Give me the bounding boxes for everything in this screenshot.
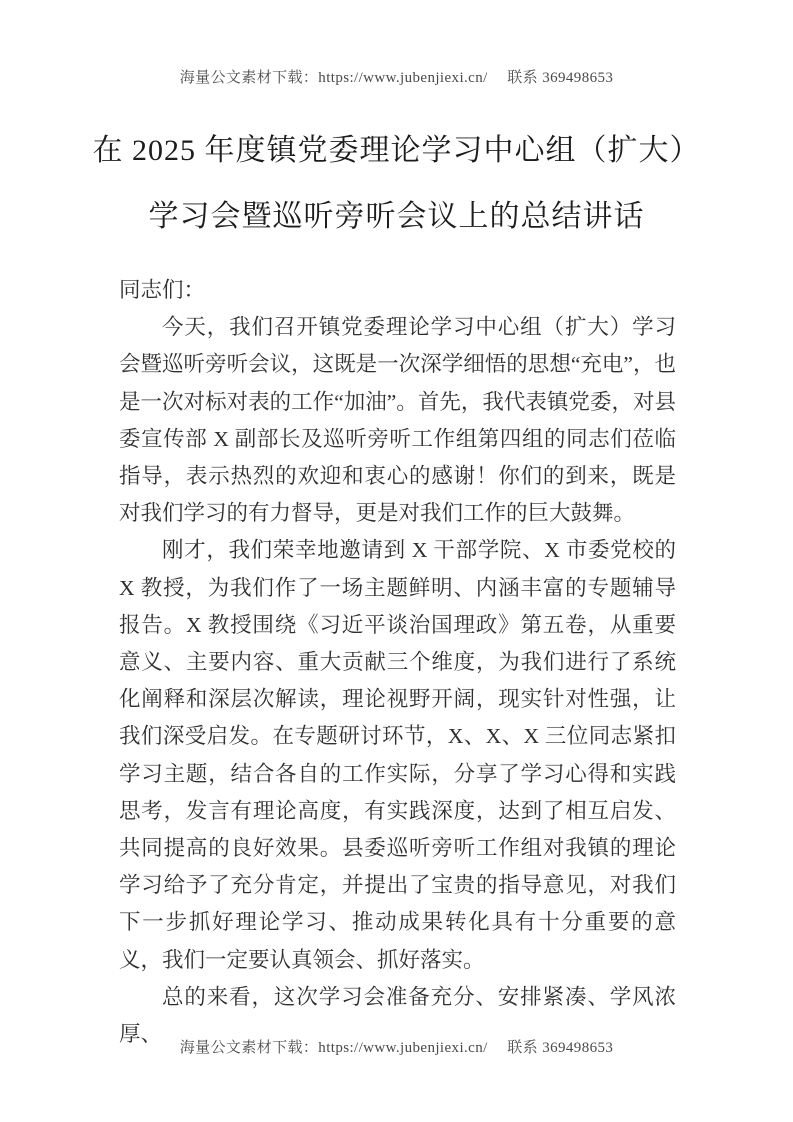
- header-watermark: 海量公文素材下载：https://www.jubenjiexi.cn/ 联系 369498653: [179, 70, 614, 86]
- page-title: [50, 118, 743, 250]
- page-title-line-1: 在 2025 年度镇党委理论学习中心组（扩大）: [92, 134, 701, 167]
- page-title-line-2: 学习会暨巡听旁听会议上的总结讲话: [148, 200, 645, 233]
- document-body: [119, 272, 676, 1053]
- body-paragraph-2: 刚才，我们荣幸地邀请到 X 干部学院、X 市委党校的 X 教授，为我们作了一场主题鲜明、内涵丰富的专题辅导报告。X 教授围绕《习近平谈治国理政》第五卷，从重要意义、主要内容、重大贡献三个维度，为我们进行了系统化阐释和深层次解读，理论视野开阔，现实针对性强，让我们深受启发。在专题研讨环节，X、X、X 三位同志紧扣学习主题，结合各自的工作实际，分享了学习心得和实践思考，发言有理论高度，有实践深度，达到了相互启发、共同提高的良好效果。县委巡听旁听工作组对我镇的理论学习给予了充分肯定，并提出了宝贵的指导意见，对我们下一步抓好理论学习、推动成果转化具有十分重要的意义，我们一定要认真领会、抓好落实。: [119, 538, 676, 972]
- salutation: 同志们：: [119, 278, 206, 302]
- body-paragraph-3: 总的来看，这次学习会准备充分、安排紧凑、学风浓厚、: [119, 984, 676, 1047]
- body-paragraph-1: 今天，我们召开镇党委理论学习中心组（扩大）学习会暨巡听旁听会议，这既是一次深学细悟的思想“充电”，也是一次对标对表的工作“加油”。首先，我代表镇党委，对县委宣传部 X 副部长及巡听旁听工作组第四组的同志们莅临指导，表示热烈的欢迎和衷心的感谢！你们的到来，既是对我们学习的有力督导，更是对我们工作的巨大鼓舞。: [119, 315, 676, 526]
- footer-watermark: 海量公文素材下载：https://www.jubenjiexi.cn/ 联系 369498653: [179, 1040, 614, 1056]
